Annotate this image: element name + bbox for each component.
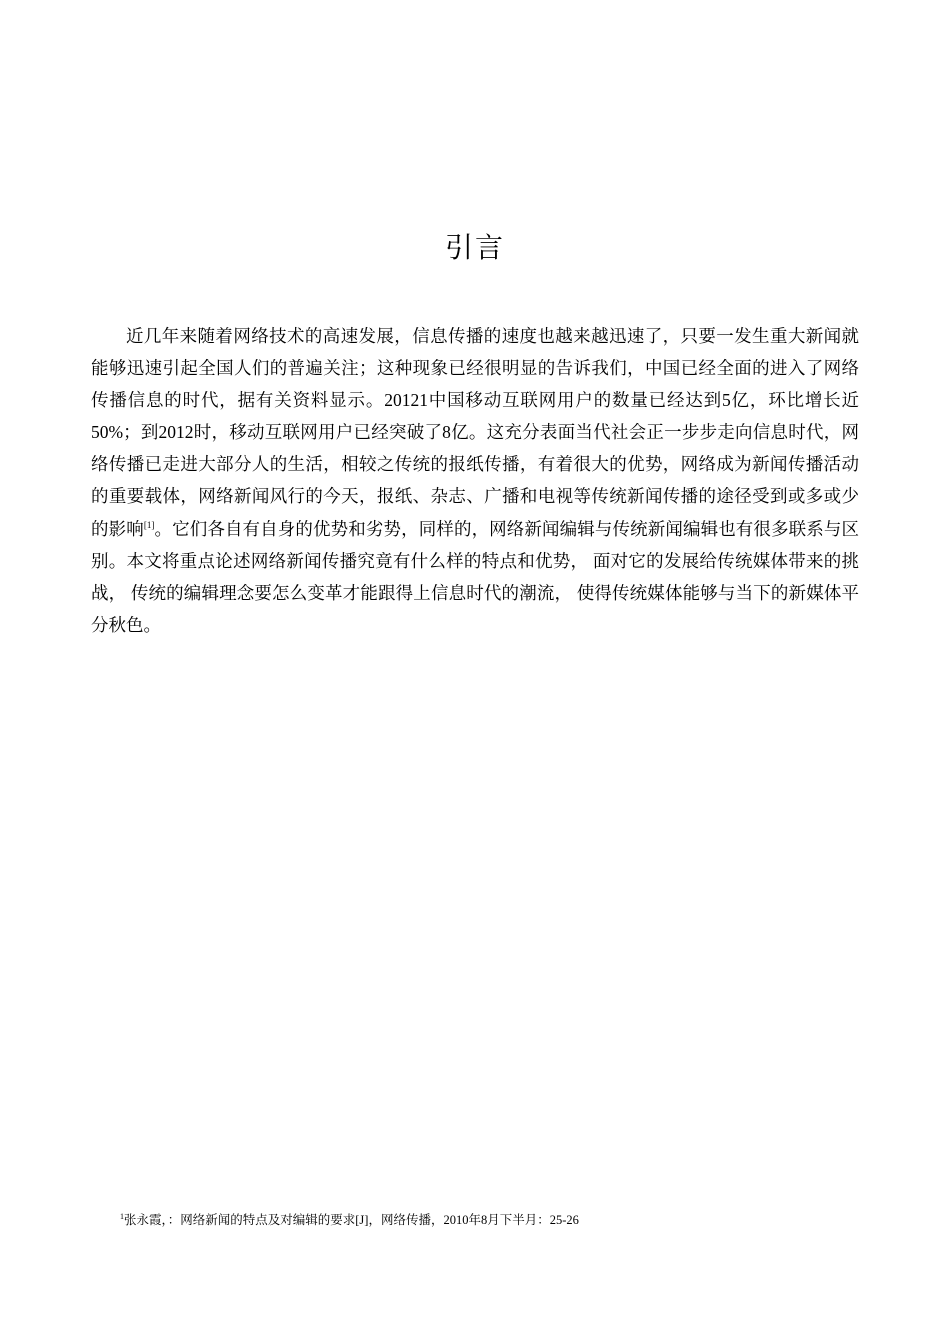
paragraph-text-part-2: 。它们各自有自身的优势和劣势，同样的，网络新闻编辑与传统新闻编辑也有很多联系与区别。本文将重点论述网络新闻传播究竟有什么样的特点和优势， 面对它的发展给传统媒体带来的挑战， 传统的编辑理念要怎么变革才能跟得上信息时代的潮流， 使得传统媒体能够与当下的新媒体平分秋色。	[91, 518, 860, 635]
page-title: 引言	[444, 231, 505, 264]
footnote	[120, 1210, 860, 1230]
footnote-text: 张永霞，：网络新闻的特点及对编辑的要求[J]，网络传播，2010年8月下半月：25-26	[124, 1213, 579, 1227]
citation-marker[interactable]: [1]	[143, 519, 155, 530]
paragraph-text-part-1: 近几年来随着网络技术的高速发展，信息传播的速度也越来越迅速了，只要一发生重大新闻就能够迅速引起全国人们的普遍关注；这种现象已经很明显的告诉我们，中国已经全面的进入了网络传播信息的时代，据有关资料显示。20121中国移动互联网用户的数量已经达到5亿，环比增长近50%；到2012时，移动互联网用户已经突破了8亿。这充分表面当代社会正一步步走向信息时代，网络传播已走进大部分人的生活，相较之传统的报纸传播，有着很大的优势，网络成为新闻传播活动的重要载体，网络新闻风行的今天，报纸、杂志、广播和电视等传统新闻传播的途径受到或多或少的影响	[91, 326, 859, 539]
introduction-paragraph	[91, 320, 859, 641]
footnote-marker: 1	[120, 1212, 124, 1221]
